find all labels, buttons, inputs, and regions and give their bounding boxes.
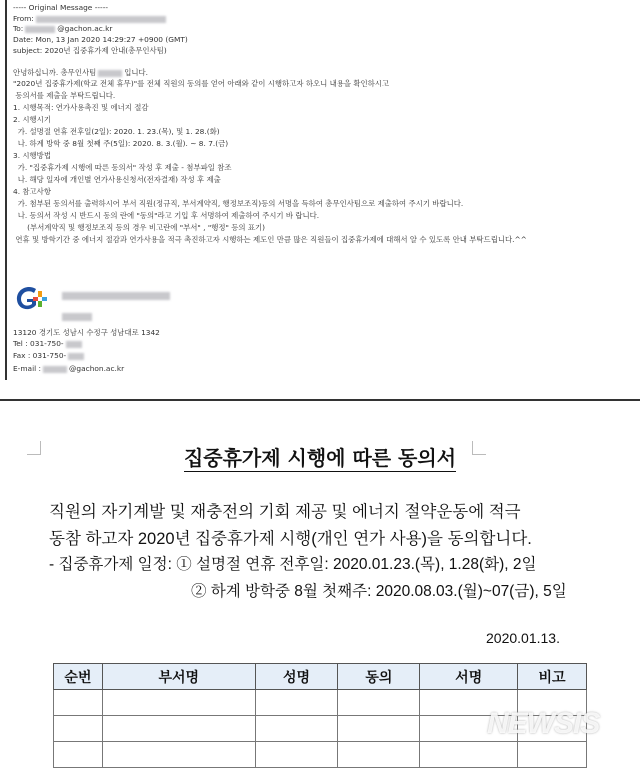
date-line: Date: Mon, 13 Jan 2020 14:29:27 +0900 (GMT) [13, 35, 188, 44]
email-body-line: 나. 동의서 작성 시 반드시 동의 란에 "동의"라고 기입 후 서명하여 제출하여 주시기 바 랍니다. [13, 211, 320, 220]
document-date: 2020.01.13. [486, 630, 560, 646]
title-text: 집중휴가제 시행에 따른 동의서 [183, 446, 457, 470]
cell [102, 716, 255, 742]
signature-address: 13120 경기도 성남시 수정구 성남대로 1342 [13, 328, 160, 337]
col-header: 서명 [420, 664, 518, 690]
greeting-text: 입니다. [124, 68, 149, 77]
email-label: E-mail : [13, 364, 42, 373]
cell [54, 742, 103, 768]
email-domain: @gachon.ac.kr [69, 364, 125, 373]
to-domain: @gachon.ac.kr [57, 24, 113, 33]
gachon-logo-icon [14, 283, 48, 313]
email-body-line: 나. 해당 일자에 개인별 연가사용신청서(전자결재) 작성 후 제출 [13, 175, 221, 184]
email-body-line: "2020년 집중휴가제(학교 전체 휴무)"를 전체 직원의 동의를 얻어 아래와 같이 시행하고자 하오니 내용을 확인하시고 [13, 79, 390, 88]
cell [420, 742, 518, 768]
email-body-line: 나. 하계 방학 중 8월 첫째 주(5일): 2020. 8. 3.(월). ~ 8. 7.(금) [13, 139, 229, 148]
redacted [62, 313, 92, 321]
email-body-line: 연휴 및 방학기간 중 에너지 절감과 연가사용을 적극 촉진하고자 시행하는 제도인 만큼 많은 직원들이 집중휴가제에 대해서 알 수 있도록 안내 부탁드립니다.^^ [13, 235, 527, 244]
email-body-line: 4. 참고사항 [13, 187, 51, 196]
original-message-header: ----- Original Message ----- [13, 3, 109, 12]
redacted [36, 16, 166, 23]
from-label: From: [13, 14, 34, 23]
fax-text: Fax : 031-750- [13, 351, 67, 360]
redacted [62, 292, 170, 300]
to-label: To: [13, 24, 24, 33]
body-line: 동참 하고자 2020년 집중휴가제 시행(개인 연가 사용)을 동의합니다. [49, 530, 532, 548]
email-body-line: 가. "집중휴가제 시행에 따른 동의서" 작성 후 제출 - 첨부파일 참조 [13, 163, 232, 172]
email-body-line: 3. 시행방법 [13, 151, 51, 160]
email-body-line: (부서계약직 및 행정보조직 등의 경우 비고란에 "부서" , "행정" 등의 표기) [13, 223, 266, 232]
signature-fax [13, 351, 86, 360]
cell [338, 742, 420, 768]
newsis-watermark: NEWSIS [487, 707, 600, 740]
tel-text: Tel : 031-750- [13, 339, 64, 348]
schedule-line-1: - 집중휴가제 일정: ① 설명절 연휴 전후일: 2020.01.23.(목), 1.28(화), 2일 [49, 556, 537, 573]
body-line: 직원의 자기계발 및 재충전의 기회 제공 및 에너지 절약운동에 적극 [49, 503, 521, 521]
cell [338, 716, 420, 742]
cell [255, 742, 338, 768]
subject-line: subject: 2020년 집중휴가제 안내(총무인사팀) [13, 46, 167, 55]
redacted [66, 341, 82, 348]
email-body-line: 1. 시행목적: 연가사용촉진 및 에너지 절감 [13, 103, 149, 112]
cell [102, 690, 255, 716]
cell [102, 742, 255, 768]
redacted-signature-name [60, 285, 172, 323]
redacted [43, 366, 67, 373]
col-header: 부서명 [102, 664, 255, 690]
email-body-line: 2. 시행시기 [13, 115, 51, 124]
consent-document [0, 401, 640, 754]
cell [255, 716, 338, 742]
to-line [13, 24, 112, 33]
schedule-line-2: ② 하계 방학중 8월 첫째주: 2020.08.03.(월)~07(금), 5일 [191, 583, 567, 600]
quote-bar [5, 0, 7, 380]
redacted [68, 353, 84, 360]
greeting [13, 67, 148, 78]
signature-tel [13, 339, 84, 348]
greeting-text: 안녕하십니까. 총무인사팀 [13, 68, 97, 77]
email-body-line: 가. 설명절 연휴 전후일(2일): 2020. 1. 23.(목), 및 1. 28.(화) [13, 127, 220, 136]
col-header: 순번 [54, 664, 103, 690]
from-line [13, 14, 168, 23]
redacted [98, 70, 122, 77]
col-header: 동의 [338, 664, 420, 690]
col-header: 성명 [255, 664, 338, 690]
col-header: 비고 [518, 664, 587, 690]
table-row [54, 742, 587, 768]
cell [518, 742, 587, 768]
signature-email [13, 364, 124, 373]
email-body-line: 동의서를 제출을 부탁드립니다. [13, 91, 116, 100]
cell [338, 690, 420, 716]
cell [54, 690, 103, 716]
email-body-line: 가. 첨부된 동의서를 출력하시어 부서 직원(정규직, 부서계약직, 행정보조직)등의 서명을 득하여 총무인사팀으로 제출하여 주시기 바랍니다. [13, 199, 464, 208]
redacted [25, 26, 55, 33]
cell [54, 716, 103, 742]
document-title [0, 442, 640, 471]
table-header-row [54, 664, 587, 690]
cell [255, 690, 338, 716]
